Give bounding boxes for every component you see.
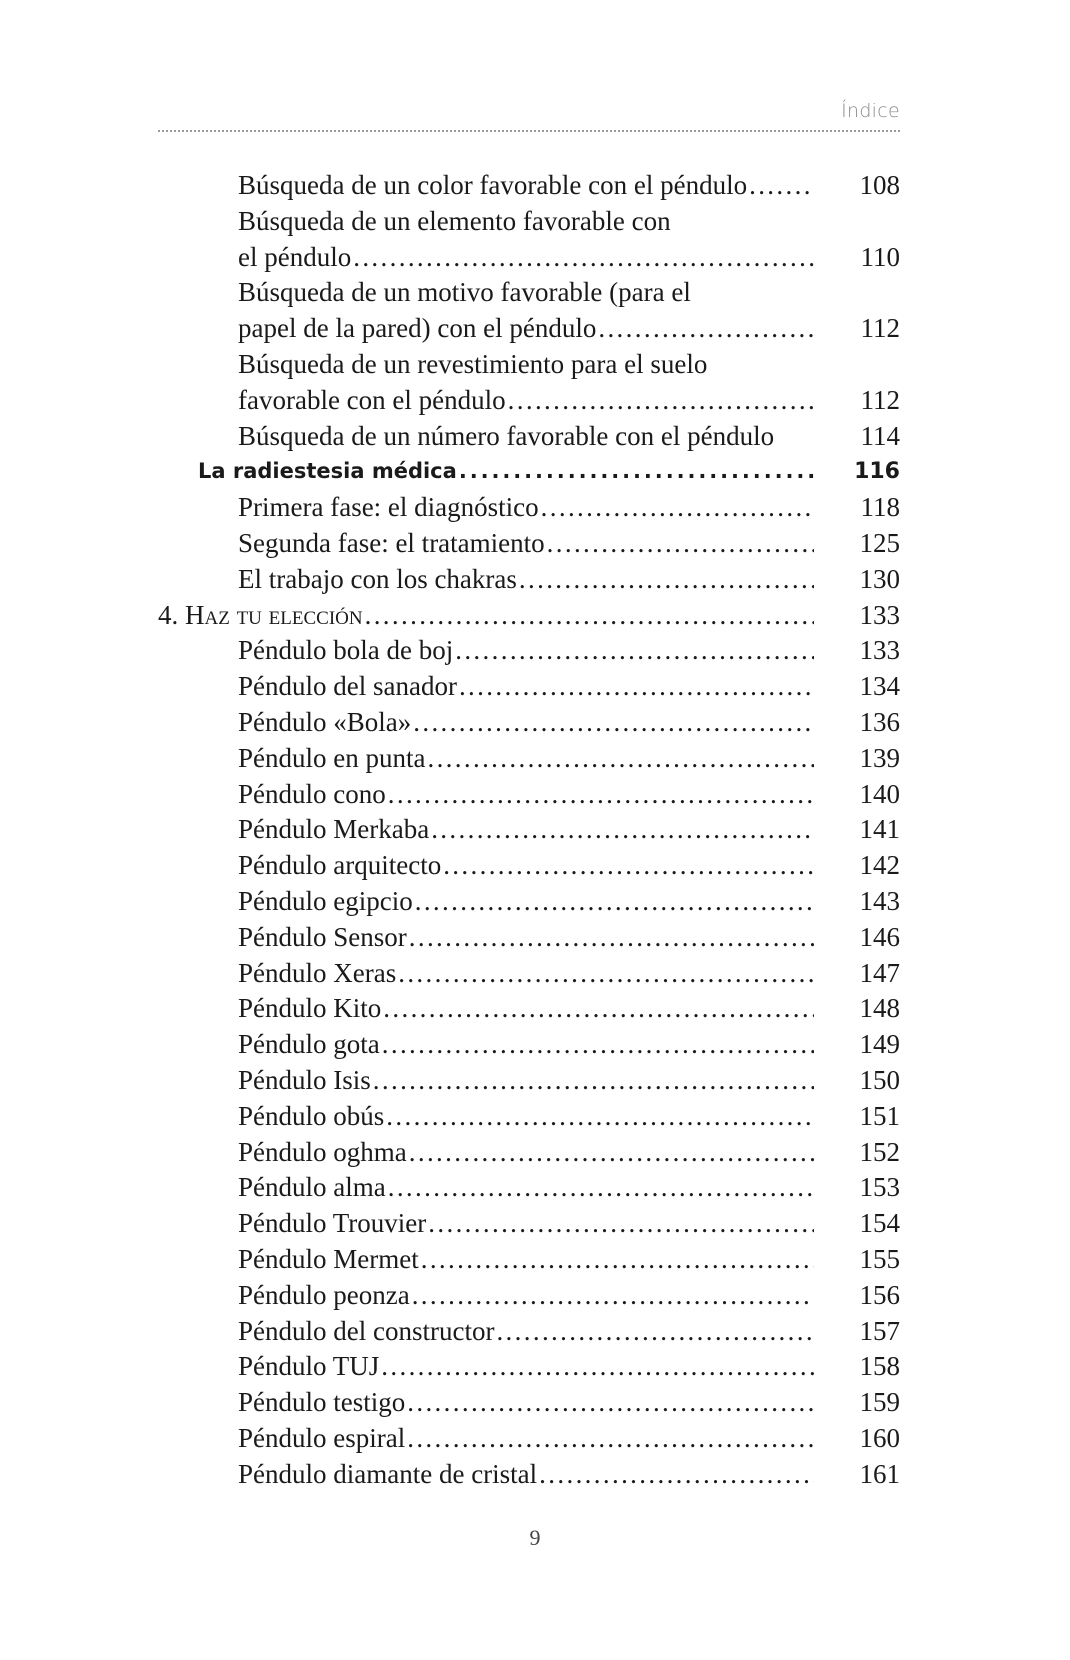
dot-leader bbox=[409, 920, 814, 956]
toc-entry-title: La radiestesia médica bbox=[198, 454, 459, 490]
toc-page-number: 158 bbox=[859, 1351, 900, 1382]
toc-page-number: 154 bbox=[859, 1208, 900, 1239]
toc-entry bbox=[0, 991, 1070, 1027]
toc-entry-title: el péndulo bbox=[238, 240, 353, 276]
toc-entry bbox=[0, 1206, 1070, 1242]
dot-leader bbox=[407, 1385, 814, 1421]
toc-page-number: 110 bbox=[860, 241, 900, 272]
toc-page-number: 155 bbox=[859, 1243, 900, 1274]
table-of-contents bbox=[0, 168, 1070, 1492]
dot-leader bbox=[413, 705, 814, 741]
toc-entry bbox=[0, 1349, 1070, 1385]
toc-page-number: 146 bbox=[859, 921, 900, 952]
toc-entry-title: Péndulo gota bbox=[238, 1027, 382, 1063]
toc-entry bbox=[0, 1170, 1070, 1206]
toc-entry-leader bbox=[238, 240, 814, 276]
toc-entry-leader bbox=[238, 1385, 814, 1421]
dot-leader bbox=[431, 812, 814, 848]
toc-entry bbox=[0, 1278, 1070, 1314]
toc-page-number: 153 bbox=[859, 1172, 900, 1203]
toc-entry-leader bbox=[238, 669, 814, 705]
toc-entry bbox=[0, 562, 1070, 598]
toc-page-number: 125 bbox=[859, 527, 900, 558]
toc-entry bbox=[0, 1421, 1070, 1457]
toc-entry bbox=[0, 884, 1070, 920]
dot-leader bbox=[381, 1349, 814, 1385]
toc-entry-leader bbox=[238, 633, 814, 669]
toc-entry-leader bbox=[238, 812, 814, 848]
toc-page-number: 133 bbox=[859, 635, 900, 666]
toc-entry-leader bbox=[238, 168, 814, 204]
dot-leader bbox=[455, 633, 814, 669]
toc-entry-title: Péndulo espiral bbox=[238, 1421, 407, 1457]
toc-entry bbox=[0, 490, 1070, 526]
dot-leader bbox=[353, 240, 814, 276]
dot-leader bbox=[519, 562, 814, 598]
toc-entry bbox=[0, 1242, 1070, 1278]
dot-leader bbox=[365, 598, 814, 634]
toc-entry bbox=[0, 419, 1070, 455]
toc-entry bbox=[0, 240, 1070, 276]
toc-entry-title: Péndulo Kito bbox=[238, 991, 383, 1027]
toc-entry-title: Péndulo bola de boj bbox=[238, 633, 455, 669]
toc-entry-title: Segunda fase: el tratamiento bbox=[238, 526, 547, 562]
dot-leader bbox=[388, 777, 814, 813]
toc-entry bbox=[0, 1385, 1070, 1421]
toc-entry-title: Búsqueda de un revestimiento para el suelo bbox=[238, 348, 708, 379]
toc-entry bbox=[0, 633, 1070, 669]
toc-entry bbox=[0, 168, 1070, 204]
toc-entry-title: Péndulo obús bbox=[238, 1099, 386, 1135]
toc-entry bbox=[0, 920, 1070, 956]
toc-entry bbox=[0, 275, 1070, 311]
toc-entry-title: Péndulo oghma bbox=[238, 1135, 409, 1171]
toc-entry bbox=[0, 383, 1070, 419]
toc-entry bbox=[0, 705, 1070, 741]
toc-entry-title: Búsqueda de un elemento favorable con bbox=[238, 205, 671, 236]
toc-entry-leader bbox=[238, 1242, 814, 1278]
toc-entry bbox=[0, 669, 1070, 705]
dot-leader bbox=[547, 526, 814, 562]
toc-entry bbox=[0, 812, 1070, 848]
toc-entry bbox=[0, 1027, 1070, 1063]
dot-leader bbox=[398, 956, 814, 992]
toc-entry bbox=[0, 311, 1070, 347]
toc-entry-title: Péndulo TUJ bbox=[238, 1349, 381, 1385]
dot-leader bbox=[749, 168, 814, 204]
dot-leader bbox=[496, 1314, 814, 1350]
toc-page-number: 112 bbox=[860, 384, 900, 415]
toc-page-number: 133 bbox=[859, 599, 900, 630]
toc-entry-leader bbox=[198, 454, 814, 490]
toc-entry-title: Péndulo Mermet bbox=[238, 1242, 421, 1278]
toc-entry-leader bbox=[238, 884, 814, 920]
dot-leader bbox=[459, 669, 814, 705]
toc-entry-leader bbox=[238, 1027, 814, 1063]
toc-entry-title: Péndulo del constructor bbox=[238, 1314, 496, 1350]
toc-entry bbox=[0, 347, 1070, 383]
dot-leader bbox=[539, 1457, 814, 1493]
toc-entry-title: Péndulo Xeras bbox=[238, 956, 398, 992]
dot-leader bbox=[427, 741, 814, 777]
toc-page-number: 118 bbox=[860, 492, 900, 523]
toc-page-number: 156 bbox=[859, 1279, 900, 1310]
toc-entry bbox=[0, 741, 1070, 777]
toc-entry-leader bbox=[238, 991, 814, 1027]
toc-entry bbox=[0, 777, 1070, 813]
toc-page-number: 157 bbox=[859, 1315, 900, 1346]
toc-entry-leader bbox=[238, 311, 814, 347]
toc-page-number: 136 bbox=[859, 706, 900, 737]
toc-entry-title: Péndulo testigo bbox=[238, 1385, 407, 1421]
toc-entry-leader bbox=[238, 1278, 814, 1314]
toc-entry bbox=[0, 1099, 1070, 1135]
toc-entry-title: Búsqueda de un color favorable con el péndulo bbox=[238, 168, 749, 204]
toc-entry-title: Primera fase: el diagnóstico bbox=[238, 490, 541, 526]
toc-entry-leader bbox=[238, 848, 814, 884]
toc-entry-title: Péndulo arquitecto bbox=[238, 848, 443, 884]
toc-entry bbox=[0, 848, 1070, 884]
toc-page-number: 151 bbox=[859, 1100, 900, 1131]
dot-leader bbox=[388, 1170, 814, 1206]
toc-page-number: 148 bbox=[859, 993, 900, 1024]
toc-entry bbox=[0, 1135, 1070, 1171]
toc-entry-leader bbox=[238, 956, 814, 992]
dot-leader bbox=[541, 490, 814, 526]
toc-entry-leader bbox=[238, 490, 814, 526]
toc-entry-leader bbox=[238, 1349, 814, 1385]
toc-entry bbox=[0, 454, 1070, 490]
dot-leader bbox=[415, 884, 814, 920]
toc-entry-title: Péndulo Isis bbox=[238, 1063, 373, 1099]
toc-entry bbox=[0, 526, 1070, 562]
toc-entry-title: Búsqueda de un motivo favorable (para el bbox=[238, 277, 691, 308]
dot-leader bbox=[459, 454, 814, 490]
toc-entry-title: Péndulo alma bbox=[238, 1170, 388, 1206]
toc-entry-title: favorable con el péndulo bbox=[238, 383, 508, 419]
toc-page-number: 147 bbox=[859, 957, 900, 988]
toc-entry-title: El trabajo con los chakras bbox=[238, 562, 519, 598]
toc-page-number: 150 bbox=[859, 1064, 900, 1095]
dot-leader bbox=[508, 383, 814, 419]
toc-entry-leader bbox=[238, 741, 814, 777]
dot-leader bbox=[412, 1278, 814, 1314]
toc-entry-title: Péndulo «Bola» bbox=[238, 705, 413, 741]
toc-page-number: 141 bbox=[859, 814, 900, 845]
toc-entry-title: Péndulo en punta bbox=[238, 741, 427, 777]
toc-entry-leader bbox=[158, 598, 814, 634]
toc-page-number: 134 bbox=[859, 671, 900, 702]
dot-leader bbox=[421, 1242, 814, 1278]
toc-page-number: 116 bbox=[854, 459, 900, 485]
toc-entry bbox=[0, 204, 1070, 240]
toc-entry-title: 4. Haz tu elección bbox=[158, 598, 365, 634]
toc-entry bbox=[0, 1457, 1070, 1493]
dot-leader bbox=[443, 848, 814, 884]
toc-entry-leader bbox=[238, 705, 814, 741]
toc-entry-leader bbox=[238, 1135, 814, 1171]
toc-page-number: 159 bbox=[859, 1387, 900, 1418]
toc-entry-title: Péndulo Trouvier bbox=[238, 1206, 428, 1242]
toc-entry-title: Péndulo Sensor bbox=[238, 920, 409, 956]
toc-page-number: 130 bbox=[859, 563, 900, 594]
toc-entry-title: Péndulo cono bbox=[238, 777, 388, 813]
toc-entry-leader bbox=[238, 562, 814, 598]
toc-page-number: 142 bbox=[859, 850, 900, 881]
toc-page-number: 160 bbox=[859, 1422, 900, 1453]
dot-leader bbox=[598, 311, 814, 347]
header-dotted-rule bbox=[158, 130, 900, 132]
toc-entry-title: Péndulo egipcio bbox=[238, 884, 415, 920]
toc-page-number: 140 bbox=[859, 778, 900, 809]
toc-entry-leader bbox=[238, 920, 814, 956]
toc-entry-leader bbox=[238, 1170, 814, 1206]
dot-leader bbox=[428, 1206, 814, 1242]
toc-page-number: 114 bbox=[860, 420, 900, 451]
dot-leader bbox=[383, 991, 814, 1027]
toc-page-number: 149 bbox=[859, 1029, 900, 1060]
toc-entry-leader bbox=[238, 1421, 814, 1457]
toc-entry-leader bbox=[238, 1099, 814, 1135]
toc-entry-leader bbox=[238, 777, 814, 813]
toc-entry bbox=[0, 1314, 1070, 1350]
toc-page-number: 161 bbox=[859, 1458, 900, 1489]
toc-entry-title: papel de la pared) con el péndulo bbox=[238, 311, 598, 347]
toc-entry-leader bbox=[238, 526, 814, 562]
toc-entry-leader bbox=[238, 1314, 814, 1350]
toc-entry-title: Péndulo Merkaba bbox=[238, 812, 431, 848]
dot-leader bbox=[409, 1135, 814, 1171]
toc-entry-title: Péndulo diamante de cristal bbox=[238, 1457, 539, 1493]
toc-entry-leader bbox=[238, 419, 814, 455]
dot-leader bbox=[373, 1063, 814, 1099]
running-header: Índice bbox=[841, 100, 900, 122]
toc-entry-title: Búsqueda de un número favorable con el péndulo bbox=[238, 419, 776, 455]
toc-entry bbox=[0, 956, 1070, 992]
toc-entry-title: Péndulo del sanador bbox=[238, 669, 459, 705]
toc-page-number: 152 bbox=[859, 1136, 900, 1167]
toc-page-number: 108 bbox=[859, 170, 900, 200]
toc-entry-leader bbox=[238, 383, 814, 419]
dot-leader bbox=[386, 1099, 814, 1135]
toc-page-number: 143 bbox=[859, 885, 900, 916]
toc-entry-title: Péndulo peonza bbox=[238, 1278, 412, 1314]
toc-entry bbox=[0, 1063, 1070, 1099]
toc-page-number: 112 bbox=[860, 313, 900, 344]
toc-entry-leader bbox=[238, 1206, 814, 1242]
dot-leader bbox=[407, 1421, 814, 1457]
toc-entry-leader bbox=[238, 1063, 814, 1099]
toc-entry bbox=[0, 598, 1070, 634]
toc-page-number: 139 bbox=[859, 742, 900, 773]
toc-entry-leader bbox=[238, 1457, 814, 1493]
page-number: 9 bbox=[529, 1525, 541, 1550]
dot-leader bbox=[382, 1027, 814, 1063]
